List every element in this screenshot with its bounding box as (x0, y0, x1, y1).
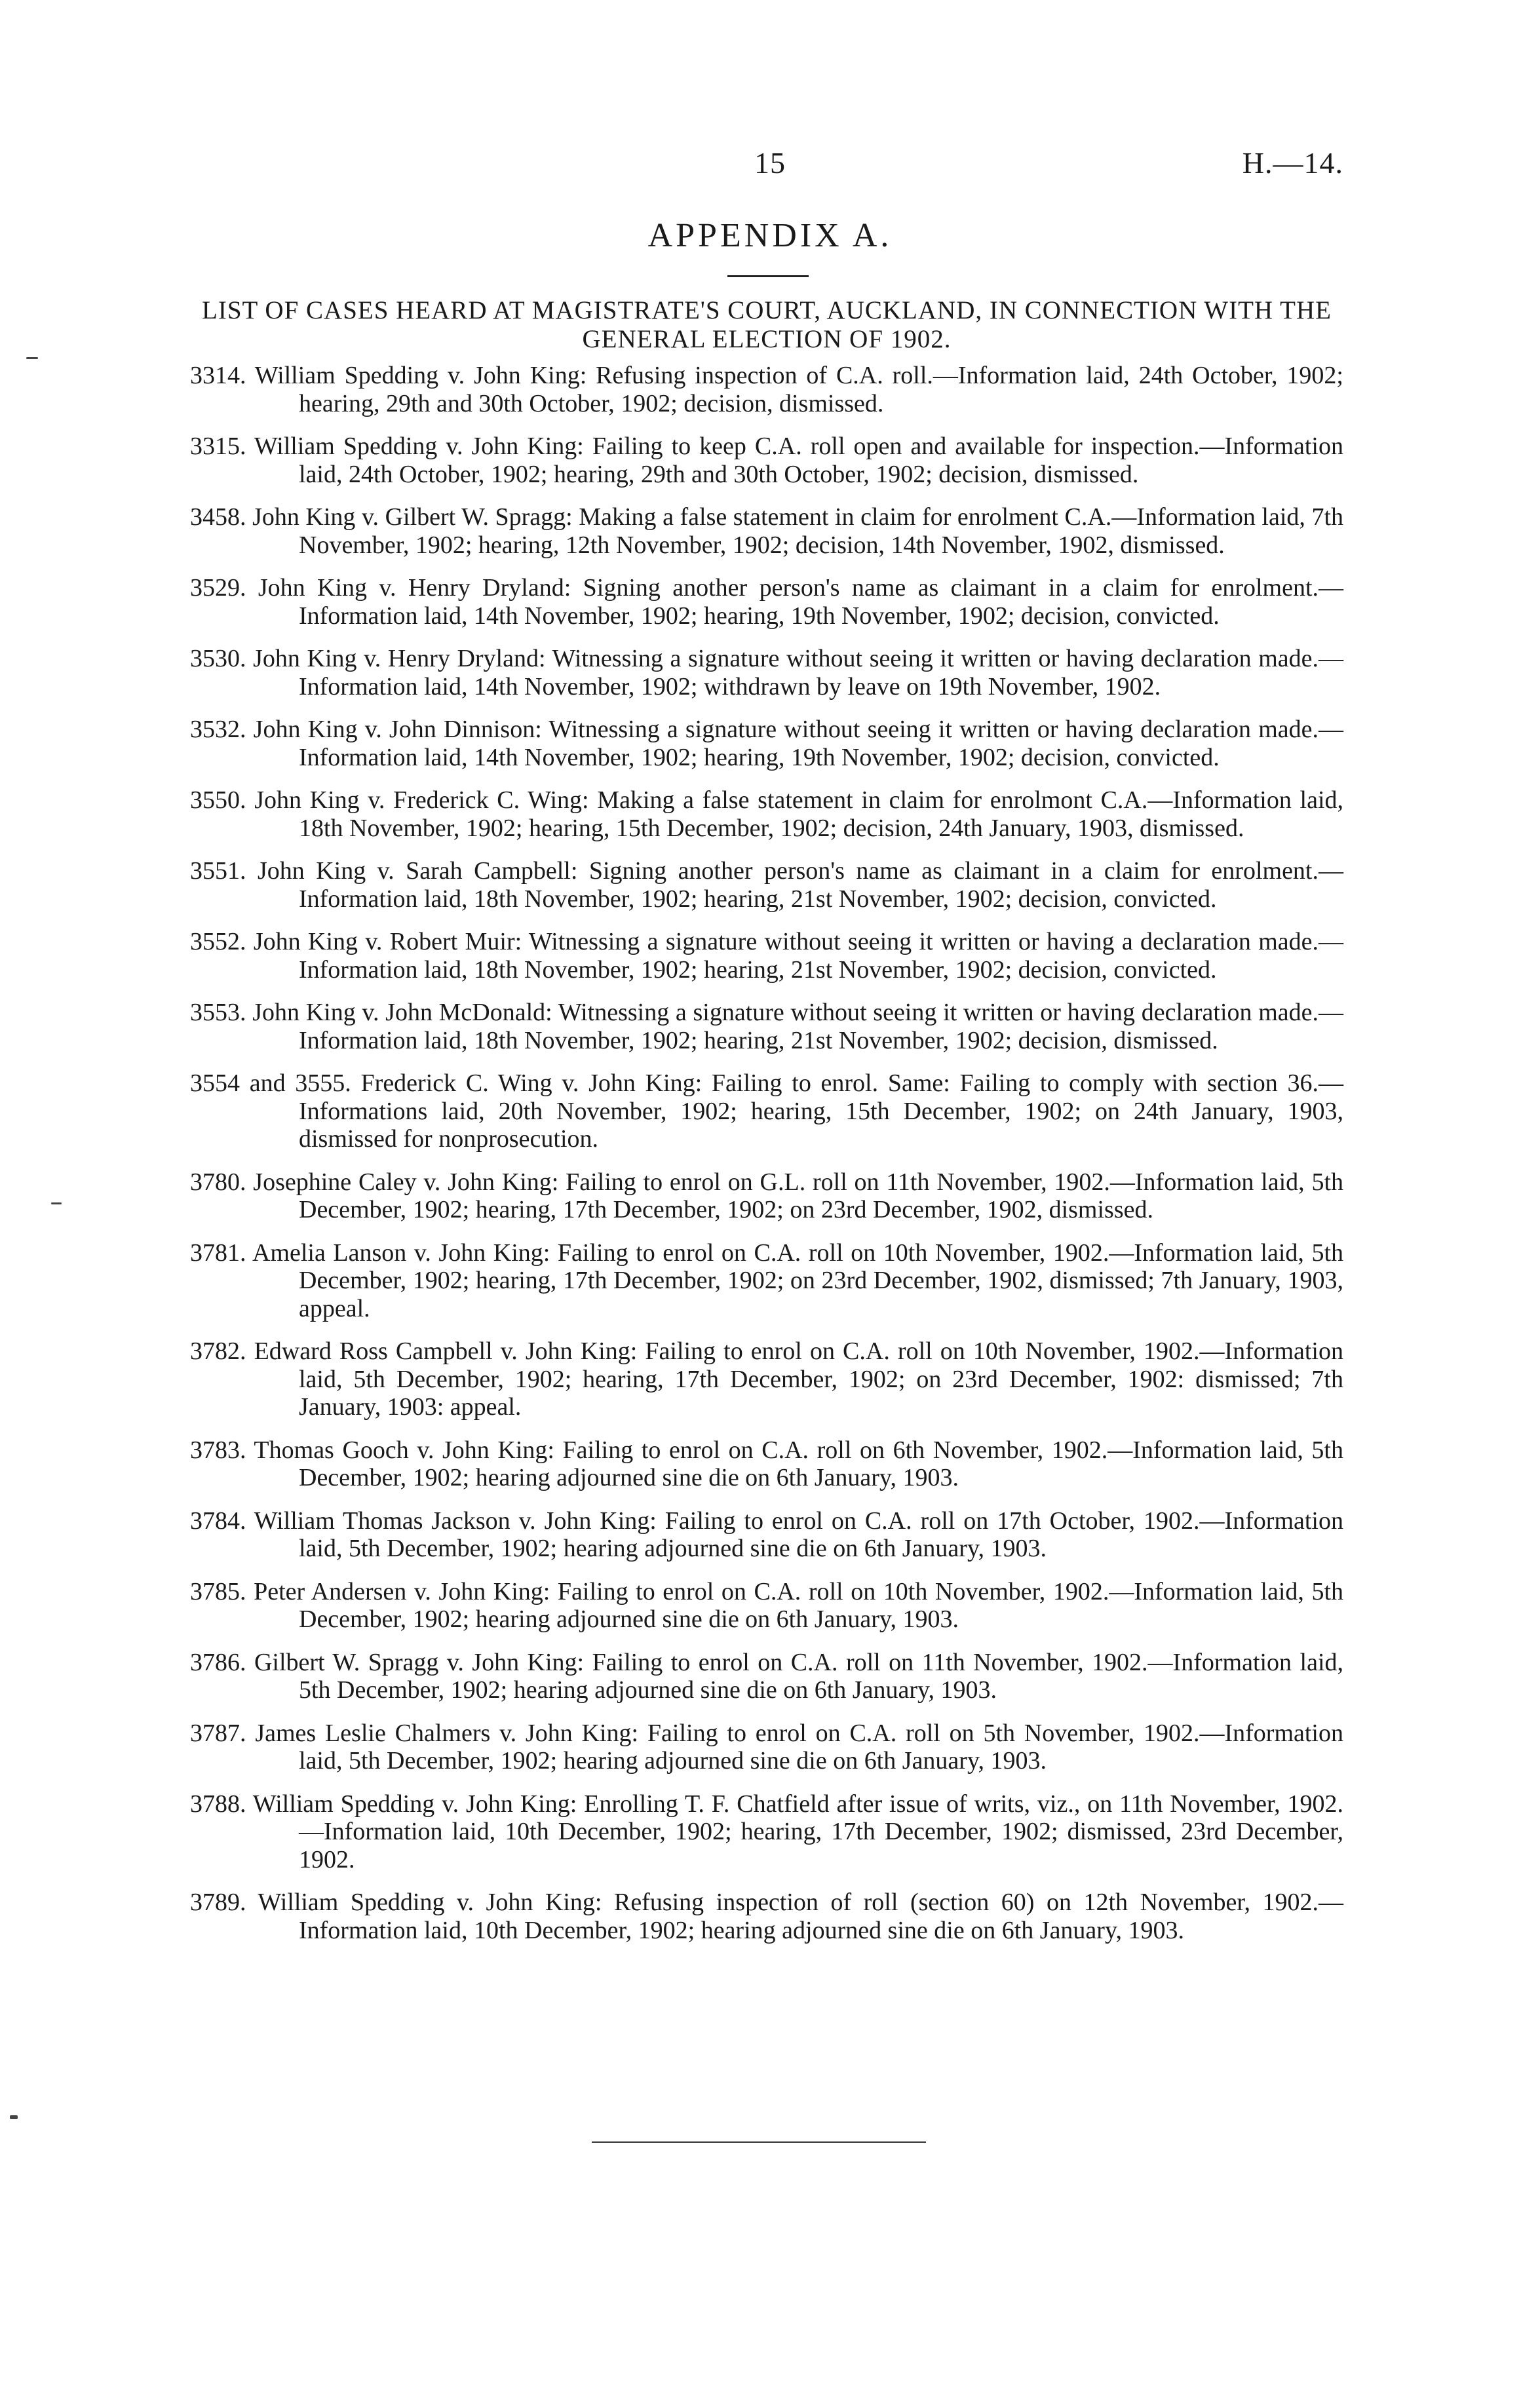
document-reference: H.—14. (1242, 146, 1343, 180)
appendix-title: APPENDIX A. (647, 217, 893, 254)
case-text: Frederick C. Wing v. John King: Failing to enrol. Same: Failing to comply with section 36.—Informations laid, 20th November, 1902; hearing, 15th December, 1902; on 24th January, 1903, dismissed for nonprosecution. (299, 1069, 1344, 1153)
case-number: 3787. (190, 1719, 246, 1747)
title-divider (727, 275, 809, 277)
case-text: John King v. John McDonald: Witnessing a signature without seeing it written or having declaration made.—Information laid, 18th November, 1902; hearing, 21st November, 1902; decision, dismissed. (252, 999, 1344, 1054)
case-number: 3780. (190, 1168, 246, 1196)
case-entry (190, 1507, 1343, 1563)
case-entry (190, 1889, 1343, 1944)
case-number: 3458. (190, 503, 246, 531)
case-entry (190, 362, 1343, 417)
case-number: 3786. (190, 1648, 246, 1676)
case-entry (190, 645, 1343, 701)
case-text: Amelia Lanson v. John King: Failing to enrol on C.A. roll on 10th November, 1902.—Information laid, 5th December, 1902; hearing, 17th December, 1902; on 23rd December, 1902, dismissed; 7th January, 1903, appeal. (252, 1238, 1344, 1322)
case-text: Peter Andersen v. John King: Failing to enrol on C.A. roll on 10th November, 1902.—Information laid, 5th December, 1902; hearing adjourned sine die on 6th January, 1903. (254, 1577, 1344, 1633)
case-entry (190, 857, 1343, 913)
case-number: 3529. (190, 574, 246, 602)
case-text: John King v. Gilbert W. Spragg: Making a false statement in claim for enrolment C.A.—Information laid, 7th November, 1902; hearing, 12th November, 1902; decision, 14th November, 1902, dismissed. (252, 503, 1343, 559)
end-divider (592, 2141, 926, 2143)
case-entry (190, 1239, 1343, 1323)
case-number: 3784. (190, 1507, 246, 1535)
case-text: Josephine Caley v. John King: Failing to enrol on G.L. roll on 11th November, 1902.—Information laid, 5th December, 1902; hearing, 17th December, 1902; on 23rd December, 1902, dismissed. (253, 1168, 1344, 1223)
case-entry (190, 928, 1343, 984)
case-entry (190, 432, 1343, 488)
case-number: 3781. (190, 1238, 246, 1267)
case-number: 3550. (190, 786, 246, 814)
case-text: John King v. Robert Muir: Witnessing a signature without seeing it written or having a declaration made.—Information laid, 18th November, 1902; hearing, 21st November, 1902; decision, convicted. (253, 928, 1344, 984)
case-entry (190, 1790, 1343, 1874)
case-entry (190, 1168, 1343, 1224)
case-entry (190, 503, 1343, 559)
page-number: 15 (754, 146, 786, 180)
case-entry (190, 1578, 1343, 1634)
case-text: John King v. Henry Dryland: Signing another person's name as claimant in a claim for enrolment.—Information laid, 14th November, 1902; hearing, 19th November, 1902; decision, convicted. (258, 574, 1344, 630)
case-text: William Spedding v. John King: Enrolling T. F. Chatfield after issue of writs, viz., on 11th November, 1902.—Information laid, 10th December, 1902; hearing, 17th December, 1902; dismissed, 23rd December, 1902. (252, 1790, 1343, 1873)
case-text: James Leslie Chalmers v. John King: Failing to enrol on C.A. roll on 5th November, 1902.—Information laid, 5th December, 1902; hearing adjourned sine die on 6th January, 1903. (255, 1719, 1343, 1775)
case-text: Edward Ross Campbell v. John King: Failing to enrol on C.A. roll on 10th November, 1902.—Information laid, 5th December, 1902; hearing, 17th December, 1902; on 23rd December, 1902: dismissed; 7th January, 1903: appeal. (254, 1337, 1343, 1421)
case-number: 3783. (190, 1436, 246, 1464)
case-text: William Spedding v. John King: Refusing inspection of roll (section 60) on 12th November, 1902.—Information laid, 10th December, 1902; hearing adjourned sine die on 6th January, 1903. (258, 1889, 1343, 1944)
scan-speck (10, 2115, 18, 2119)
case-entry (190, 1069, 1343, 1153)
case-text: John King v. John Dinnison: Witnessing a signature without seeing it written or having declaration made.—Information laid, 14th November, 1902; hearing, 19th November, 1902; decision, convicted. (253, 716, 1344, 771)
case-text: William Spedding v. John King: Failing to keep C.A. roll open and available for inspection.—Information laid, 24th October, 1902; hearing, 29th and 30th October, 1902; decision, dismissed. (254, 432, 1343, 488)
case-text: John King v. Henry Dryland: Witnessing a signature without seeing it written or having declaration made.—Information laid, 14th November, 1902; withdrawn by leave on 19th November, 1902. (253, 645, 1343, 701)
case-entry (190, 1649, 1343, 1704)
case-text: William Thomas Jackson v. John King: Failing to enrol on C.A. roll on 17th October, 1902.—Information laid, 5th December, 1902; hearing adjourned sine die on 6th January, 1903. (254, 1507, 1343, 1562)
case-number: 3789. (190, 1889, 246, 1916)
case-entry (190, 786, 1343, 842)
scan-speck (51, 1202, 62, 1204)
case-list (190, 362, 1343, 1959)
case-number: 3530. (190, 645, 246, 672)
scan-speck (26, 357, 38, 359)
case-number: 3553. (190, 999, 246, 1026)
case-text: John King v. Frederick C. Wing: Making a false statement in claim for enrolmont C.A.—Information laid, 18th November, 1902; hearing, 15th December, 1902; decision, 24th January, 1903, dismissed. (254, 786, 1344, 842)
case-entry (190, 716, 1343, 771)
case-entry (190, 574, 1343, 630)
case-number: 3552. (190, 928, 246, 955)
case-text: Thomas Gooch v. John King: Failing to enrol on C.A. roll on 6th November, 1902.—Information laid, 5th December, 1902; hearing adjourned sine die on 6th January, 1903. (254, 1436, 1343, 1491)
case-entry (190, 1436, 1343, 1492)
case-entry (190, 1719, 1343, 1775)
case-number: 3314. (190, 362, 246, 389)
case-entry (190, 1337, 1343, 1421)
case-number: 3782. (190, 1337, 246, 1365)
case-entry (190, 999, 1343, 1054)
case-number: 3532. (190, 716, 246, 743)
case-number: 3551. (190, 857, 246, 885)
list-heading: LIST OF CASES HEARD AT MAGISTRATE'S COURT, AUCKLAND, IN CONNECTION WITH THE GENERAL ELECTION OF 1902. (202, 296, 1332, 353)
case-text: John King v. Sarah Campbell: Signing another person's name as claimant in a claim for enrolment.—Information laid, 18th November, 1902; hearing, 21st November, 1902; decision, convicted. (257, 857, 1343, 913)
case-text: Gilbert W. Spragg v. John King: Failing to enrol on C.A. roll on 11th November, 1902.—Information laid, 5th December, 1902; hearing adjourned sine die on 6th January, 1903. (254, 1648, 1343, 1704)
case-number: 3554 and 3555. (190, 1069, 351, 1097)
case-text: William Spedding v. John King: Refusing inspection of C.A. roll.—Information laid, 24th October, 1902; hearing, 29th and 30th October, 1902; decision, dismissed. (254, 362, 1343, 417)
case-number: 3788. (190, 1790, 246, 1818)
case-number: 3315. (190, 432, 246, 460)
case-number: 3785. (190, 1577, 246, 1605)
